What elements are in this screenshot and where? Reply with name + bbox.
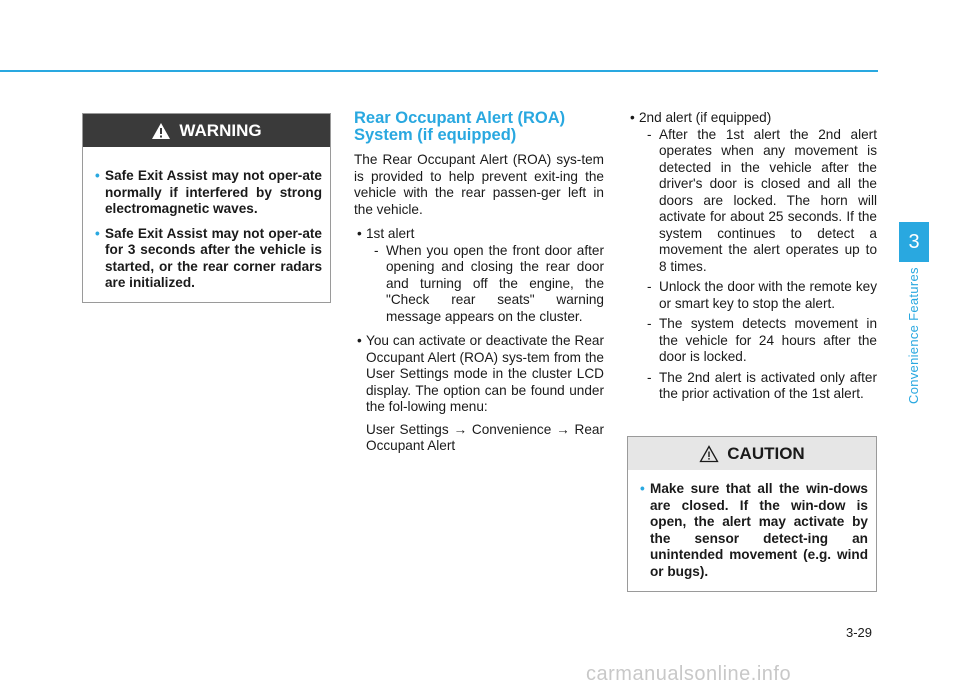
bullet-icon: • <box>357 226 362 241</box>
bullet-icon: • <box>630 110 635 125</box>
second-alert-detail: - The system detects movement in the vehicle for 24 hours after the door is locked. <box>647 316 877 364</box>
second-alert-label: 2nd alert (if equipped) <box>639 110 772 125</box>
first-alert-item <box>354 226 604 325</box>
warning-item: • Safe Exit Assist may not oper-ate normally if interfered by strong electromagnetic waves. <box>95 168 322 216</box>
caution-box <box>627 436 877 592</box>
second-alert-detail: - The 2nd alert is activated only after the prior activation of the 1st alert. <box>647 369 877 401</box>
warning-item: • Safe Exit Assist may not oper-ate for 3 seconds after the vehicle is started, or the rear corner radars are initialized. <box>95 225 322 290</box>
first-alert-label: 1st alert <box>366 226 415 241</box>
caution-triangle-icon <box>699 445 719 463</box>
second-alert-detail: - Unlock the door with the remote key or smart key to stop the alert. <box>647 279 877 311</box>
top-rule <box>0 70 878 72</box>
bullet-icon: • <box>95 225 100 241</box>
caution-title: CAUTION <box>727 443 805 463</box>
warning-box <box>82 113 331 303</box>
bullet-icon: • <box>95 168 100 183</box>
chapter-tab: 3 <box>899 222 929 262</box>
second-alert-item <box>627 110 877 403</box>
section-title: Rear Occupant Alert (ROA) System (if equipped) <box>354 109 566 144</box>
middle-column <box>354 110 604 463</box>
toggle-text: You can activate or deactivate the Rear Occupant Alert (ROA) sys-tem from the User Settings mode in the cluster LCD display. The option can be found under the fol-lowing menu: <box>366 333 604 414</box>
bullet-icon: • <box>357 333 362 348</box>
menu-path: User Settings → Convenience → Rear Occupant Alert <box>366 421 604 453</box>
warning-header <box>83 114 330 147</box>
alert-list <box>354 226 604 455</box>
toggle-item <box>354 333 604 455</box>
bullet-icon: • <box>640 481 645 496</box>
first-alert-detail: - When you open the front door after opening and closing the rear door and turning off the engine, the "Check rear seats" warning message appears on the cluster. <box>374 242 604 324</box>
caution-item: • Make sure that all the win-dows are closed. If the win-dow is open, the alert may activate by the sensor detect-ing an unintended movement (e.g. wind or bugs). <box>640 481 868 579</box>
second-alert-list <box>627 110 877 403</box>
watermark: carmanualsonline.info <box>586 663 792 685</box>
warning-title: WARNING <box>179 120 262 140</box>
warning-triangle-icon <box>151 122 171 140</box>
chapter-label: Convenience Features <box>906 267 921 404</box>
right-column <box>627 110 877 411</box>
caution-header <box>628 437 876 470</box>
second-alert-details <box>639 127 877 403</box>
first-alert-details <box>366 243 604 326</box>
second-alert-detail: - After the 1st alert the 2nd alert operates when any movement is detected in the vehicle after the driver's door is closed and all the doors are locked. The horn will activate for about 25 seconds. If the system continues to detect a movement the alert operates up to 8 times. <box>647 126 877 274</box>
page-number: 3-29 <box>846 625 873 640</box>
intro-paragraph: The Rear Occupant Alert (ROA) sys-tem is provided to help prevent exit-ing the vehicle with the rear passen-ger left in the vehicle. <box>354 152 604 217</box>
warning-list <box>83 168 330 292</box>
caution-list <box>628 481 876 580</box>
